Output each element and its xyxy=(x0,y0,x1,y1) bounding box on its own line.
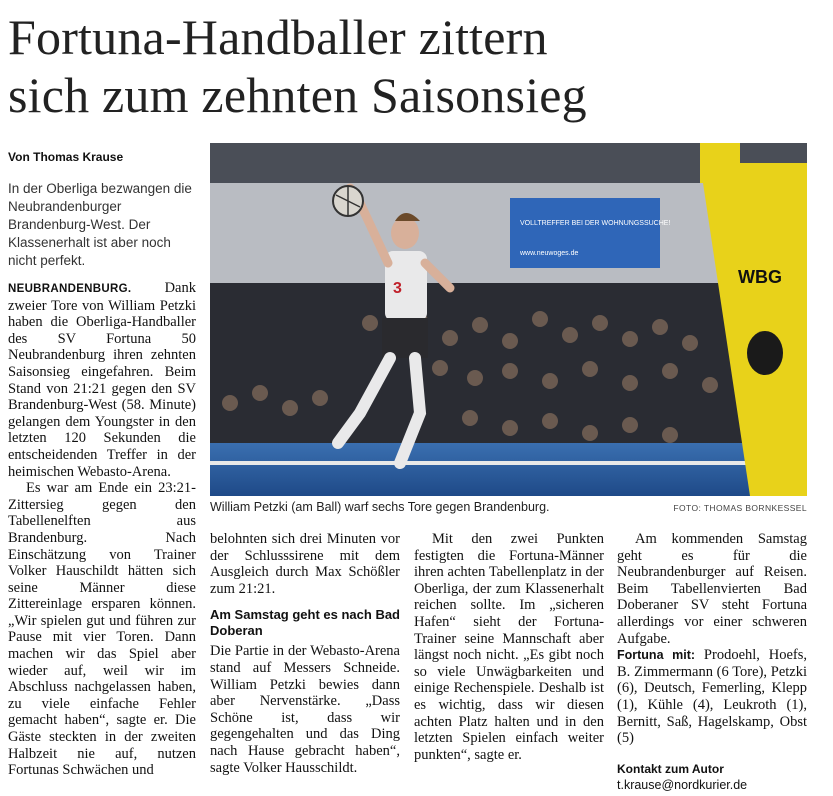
roster-label: Fortuna mit: xyxy=(617,648,696,663)
paragraph-2: Es war am Ende ein 23:21-Zittersieg gegen den Tabellenelften aus Brandenburg. Nach Einschätzung von Trainer Volker Hauschildt hätten sich seine Männer diese Zittereinlage ersparen können. „Wir spielen gut und führen zur Pause mit vier Toren. Dann machen wir das Spiel aber wieder auf, weil wir im Abschluss nachgelassen haben, zu viele einfache Fehler gemacht haben“, sagte er. Die Gäste steckten in der zweiten Halbzeit nie auf, nutzen Fortunas Schwächen und xyxy=(8,480,196,779)
byline: Von Thomas Krause xyxy=(8,150,124,164)
jersey-number: 3 xyxy=(393,280,402,297)
teaser: In der Oberliga bezwangen die Neubrandenburger Brandenburg-West. Der Klassenerhalt ist aber noch nicht perfekt. xyxy=(8,181,192,268)
contact-email: t.krause@nordkurier.de xyxy=(617,778,748,793)
photo-caption: William Petzki (am Ball) warf sechs Tore gegen Brandenburg. xyxy=(210,500,550,514)
column-4 xyxy=(617,531,807,794)
dateline: NEUBRANDENBURG. xyxy=(8,283,132,295)
paragraph-6: Am kommenden Samstag geht es für die Neubrandenburger auf Reisen. Beim Tabellenvierten Bad Doberaner SV steht Fortuna allerdings vor einer schweren Aufgabe. xyxy=(617,531,807,647)
handball-photo-illustration xyxy=(210,143,807,496)
paragraph-5: Mit den zwei Punkten festigten die Fortuna-Männer ihren achten Tabellenplatz in der Oberliga, der zum Klassenerhalt reichen sollte. Im „sicheren Hafen“ sieht der Fortuna-Trainer seine Mannschaft aber längst noch nicht. „Es gibt noch so viele Unwägbarkeiten und einige Rechenspiele. Deshalb ist es wichtig, dass wir diesen achten Platz halten und in den letzten Spielen einfach weiter punkten“, sagte er. xyxy=(414,531,604,763)
goalkeeper-sponsor: WBG xyxy=(738,267,782,287)
headline xyxy=(8,8,828,124)
sponsor-banner xyxy=(510,198,660,268)
banner-text: VOLLTREFFER BEI DER WOHNUNGSSUCHE! xyxy=(520,220,671,227)
paragraph-3: belohnten sich drei Minuten vor der Schlusssirene mit dem Ausgleich durch Max Schößler zum 21:21. xyxy=(210,531,400,597)
column-2 xyxy=(210,531,400,776)
headline-line-2: sich zum zehnten Saisonsieg xyxy=(8,67,587,123)
roster-list: Prodoehl, Hoefs, B. Zimmermann (6 Tore), Petzki (6), Deutsch, Femerling, Klepp (1), Kühle (4), Leukroth (1), Bernitt, Saß, Hagelskamp, Obst (5) xyxy=(617,647,807,747)
article-photo xyxy=(210,143,807,496)
banner-url: www.neuwoges.de xyxy=(520,250,579,257)
roster xyxy=(617,647,807,747)
subheading: Am Samstag geht es nach Bad Doberan xyxy=(210,607,400,639)
photo-credit: FOTO: THOMAS BORNKESSEL xyxy=(673,503,807,513)
column-3 xyxy=(414,531,604,763)
paragraph-1: NEUBRANDENBURG. Dank zweier Tore von William Petzki haben die Oberliga-Handballer des SV Fortuna 50 Neubrandenburg ihren zehnten Saisonsieg eingefahren. Beim Stand von 21:21 gegen den SV Brandenburg-West (58. Minute) gelangen dem Youngster in den letzten 120 Sekunden die entscheidenden Treffer in der heimischen Webasto-Arena. xyxy=(8,280,196,480)
contact-label: Kontakt zum Autor xyxy=(617,761,724,776)
paragraph-4: Die Partie in der Webasto-Arena stand auf Messers Schneide. William Petzki bewies dann aber Nervenstärke. „Dass Schöne ist, dass wir gegengehalten und das Ding nach Hause gebracht haben“, sagte Volker Hausschildt. xyxy=(210,643,400,776)
headline-line-1: Fortuna-Handballer zittern xyxy=(8,9,548,65)
column-1 xyxy=(8,280,196,779)
